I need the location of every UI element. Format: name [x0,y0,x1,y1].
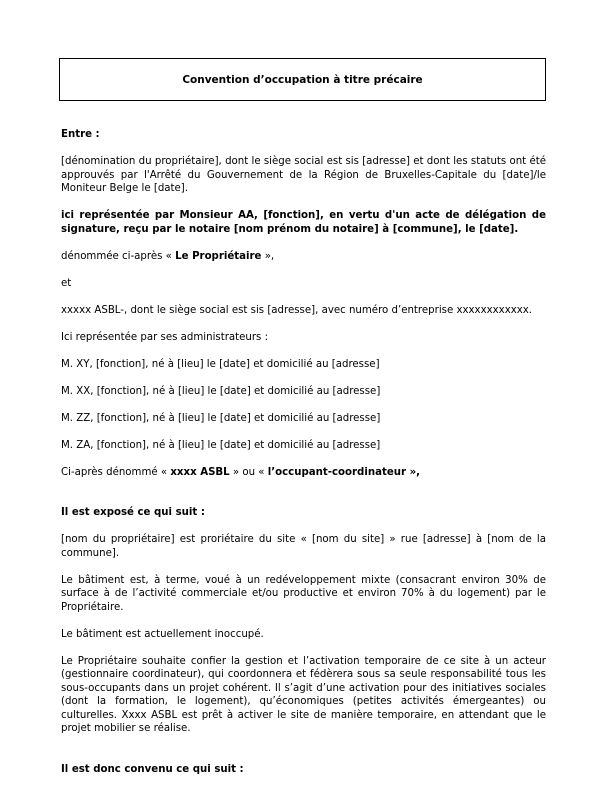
denommee-bold: Le Propriétaire [175,250,262,262]
denommee-suffix: », [261,250,275,262]
admin-item: M. XY, [fonction], né à [lieu] le [date] et domicilié au [adresse] [61,358,380,370]
title-box [59,58,546,101]
ci-apres-line [61,466,546,480]
document-body [61,128,546,790]
admin-item: M. ZA, [fonction], né à [lieu] le [date] et domicilié au [adresse] [61,439,381,451]
proprietaire-paragraph: Le Propriétaire souhaite confier la gestion et l’activation temporaire de ce site à un acteur (gestionnaire coordinateur), qui coordonnera et fédèrera sous sa seule responsabilité tous les sous-occupants dans un projet cohérent. Il s’agit d’une activation pour des initiatives sociales (dont la formation, le logement), qu’économiques (petites activités émergeantes) ou culturelles. Xxxx ASBL est prêt à activer le site de manière temporaire, en attendant que le projet mobilier se réalise. [61,655,546,734]
inoccupe-paragraph: Le bâtiment est actuellement inoccupé. [61,628,264,640]
admin-item: M. ZZ, [fonction], né à [lieu] le [date] et domicilié au [adresse] [61,412,381,424]
ci-apres-bold-occupant: l’occupant-coordinateur [267,466,407,478]
asbl-description: xxxxx ASBL-, dont le siège social est sis [adresse], avec numéro d’entreprise xxxxxxxxxxxx. [61,304,533,316]
owner-description: [dénomination du propriétaire], dont le siège social est sis [adresse] et dont les statuts ont été approuvés par l'Arrêté du Gouvernement de la Région de Bruxelles-Capitale du [date]/le Moniteur Belge le [date]. [61,156,546,194]
document-title: Convention d’occupation à titre précaire [182,73,423,86]
denommee-line [61,250,546,264]
ci-apres-bold-asbl: xxxx ASBL [170,466,230,478]
ci-apres-mid: » ou « [229,466,268,478]
entre-heading: Entre : [61,129,100,140]
ci-apres-prefix: Ci-après dénommé « [61,466,171,478]
convenu-heading: Il est donc convenu ce qui suit : [61,763,244,775]
batiment-paragraph: Le bâtiment est, à terme, voué à un redéveloppement mixte (consacrant environ 30% de surface à de l’activité commerciale et/ou productive et environ 70% à du logement) par le Propriétaire. [61,574,546,613]
admins-intro: Ici représentée par ses administrateurs : [61,331,269,343]
admin-item: M. XX, [fonction], né à [lieu] le [date] et domicilié au [adresse] [61,385,381,397]
representation-paragraph: ici représentée par Monsieur AA, [fonction], en vertu d'un acte de délégation de signature, reçu par le notaire [nom prénom du notaire] à [commune], le [date]. [61,210,546,235]
denommee-prefix: dénommée ci-après « [61,250,176,262]
ci-apres-suffix: », [406,466,421,478]
site-paragraph: [nom du propriétaire] est proriétaire du site « [nom du site] » rue [adresse] à [nom de la commune]. [61,534,546,559]
expose-heading: Il est exposé ce qui suit : [61,507,205,518]
et-line: et [61,277,72,289]
